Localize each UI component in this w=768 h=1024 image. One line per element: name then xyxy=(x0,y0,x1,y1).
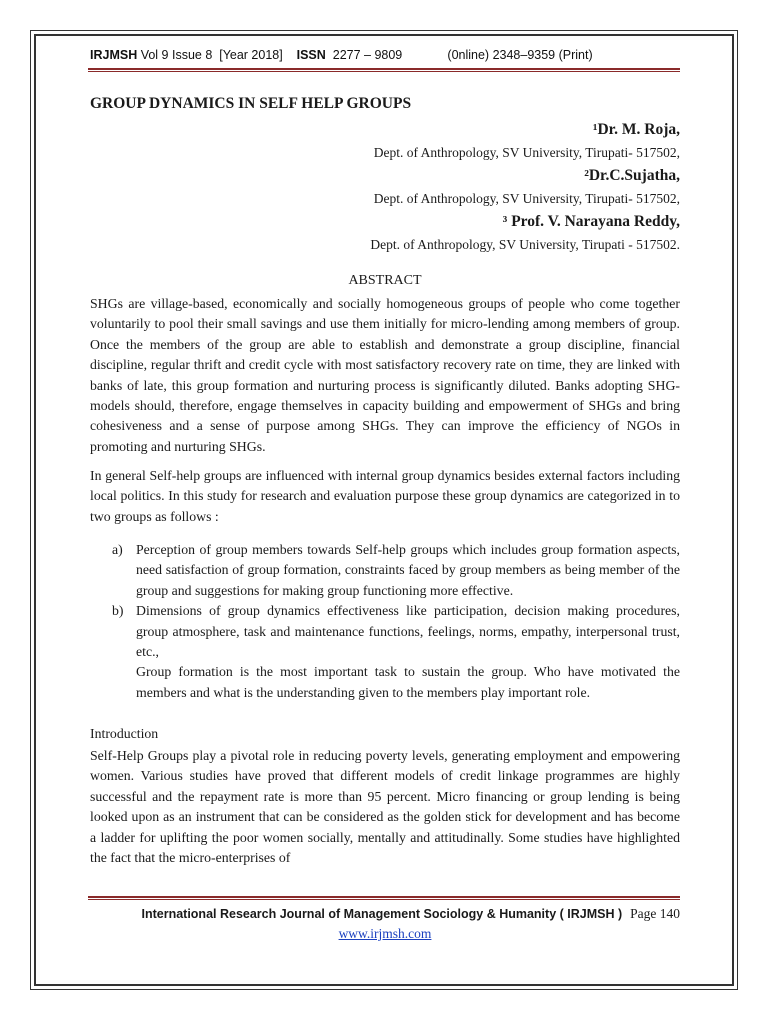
footer-rule xyxy=(88,896,680,900)
list-item xyxy=(90,540,680,601)
list-marker: a) xyxy=(112,542,123,557)
abstract-paragraph: SHGs are village-based, economically and socially homogeneous groups of people who come together voluntarily to pool their small savings and use them initially for micro-lending among members of group. Once the members of the group are able to establish and demonstrate a group discipline, financial discipline, regular thrift and credit cycle with most satisfactory recovery rate on time, they are linked with banks of late, this group formation and nurturing process is significantly diluted. Banks adopting SHG-models should, therefore, engage themselves in capacity building and empowerment of SHGs and bring cohesiveness and a sense of purpose among SHGs. They can improve the efficiency of NGOs in promoting and nurturing SHGs. xyxy=(90,296,680,454)
introduction-paragraph: Self-Help Groups play a pivotal role in reducing poverty levels, generating employment and empowering women. Various studies have proved that different models of credit linkage programmes are highly successful and the repayment rate is more than 95 percent. Micro financing or group lending is being looked upon as an instrument that can be considered as the golden stick for development and has become a ladder for uplifting the poor women socially, mentally and attitudinally. Some studies have highlighted the fact that the micro-enterprises of xyxy=(90,748,680,866)
header-rule xyxy=(88,68,680,72)
dynamics-paragraph: In general Self-help groups are influenced with internal group dynamics besides external factors including local politics. In this study for research and evaluation purpose these group dynamics are categorized in to two groups as follows : xyxy=(90,468,680,524)
category-list xyxy=(90,540,680,703)
list-item-text: Dimensions of group dynamics effectiveness like participation, decision making procedures, group atmosphere, task and maintenance functions, feelings, norms, empathy, interpersonal trust, etc., xyxy=(136,603,680,660)
running-header xyxy=(90,48,680,62)
issn-label: ISSN xyxy=(296,48,326,62)
author-block xyxy=(90,118,680,256)
list-marker: b) xyxy=(112,603,124,619)
abstract-heading: ABSTRACT xyxy=(348,273,422,288)
footer-journal-name: International Research Journal of Management Sociology & Humanity ( IRJMSH ) xyxy=(141,907,623,921)
author-affiliation-2: Dept. of Anthropology, SV University, Tirupati- 517502, xyxy=(373,191,680,206)
running-footer xyxy=(90,906,680,922)
author-name-3: ³ Prof. V. Narayana Reddy, xyxy=(502,213,680,230)
introduction-body xyxy=(90,746,680,868)
paper-title: GROUP DYNAMICS IN SELF HELP GROUPS xyxy=(90,95,412,112)
intro-paragraph-block xyxy=(90,466,680,527)
issn-info: 2277 – 9809 (0nline) 2348–9359 (Print) xyxy=(325,48,593,62)
introduction-heading: Introduction xyxy=(90,726,159,741)
list-item-text: Perception of group members towards Self-help groups which includes group formation aspects, need satisfaction of group formation, constraints faced by group members as being member of the group and suggestions for making group functioning more effective. xyxy=(136,542,680,598)
list-continuation: Group formation is the most important task to sustain the group. Who have motivated the members and what is the understanding given to the members play important role. xyxy=(136,664,680,700)
journal-url-link[interactable]: www.irjmsh.com xyxy=(338,926,432,941)
journal-abbrev: IRJMSH xyxy=(90,48,138,62)
volume-info: Vol 9 Issue 8 [Year 2018] xyxy=(137,48,297,62)
page-number: Page 140 xyxy=(630,906,680,921)
abstract-body xyxy=(90,294,680,457)
list-item xyxy=(90,601,680,662)
author-affiliation-1: Dept. of Anthropology, SV University, Tirupati- 517502, xyxy=(373,145,680,160)
author-name-1: ¹Dr. M. Roja, xyxy=(592,121,680,138)
author-name-2: ²Dr.C.Sujatha, xyxy=(584,167,680,184)
author-affiliation-3: Dept. of Anthropology, SV University, Tirupati - 517502. xyxy=(370,237,680,252)
